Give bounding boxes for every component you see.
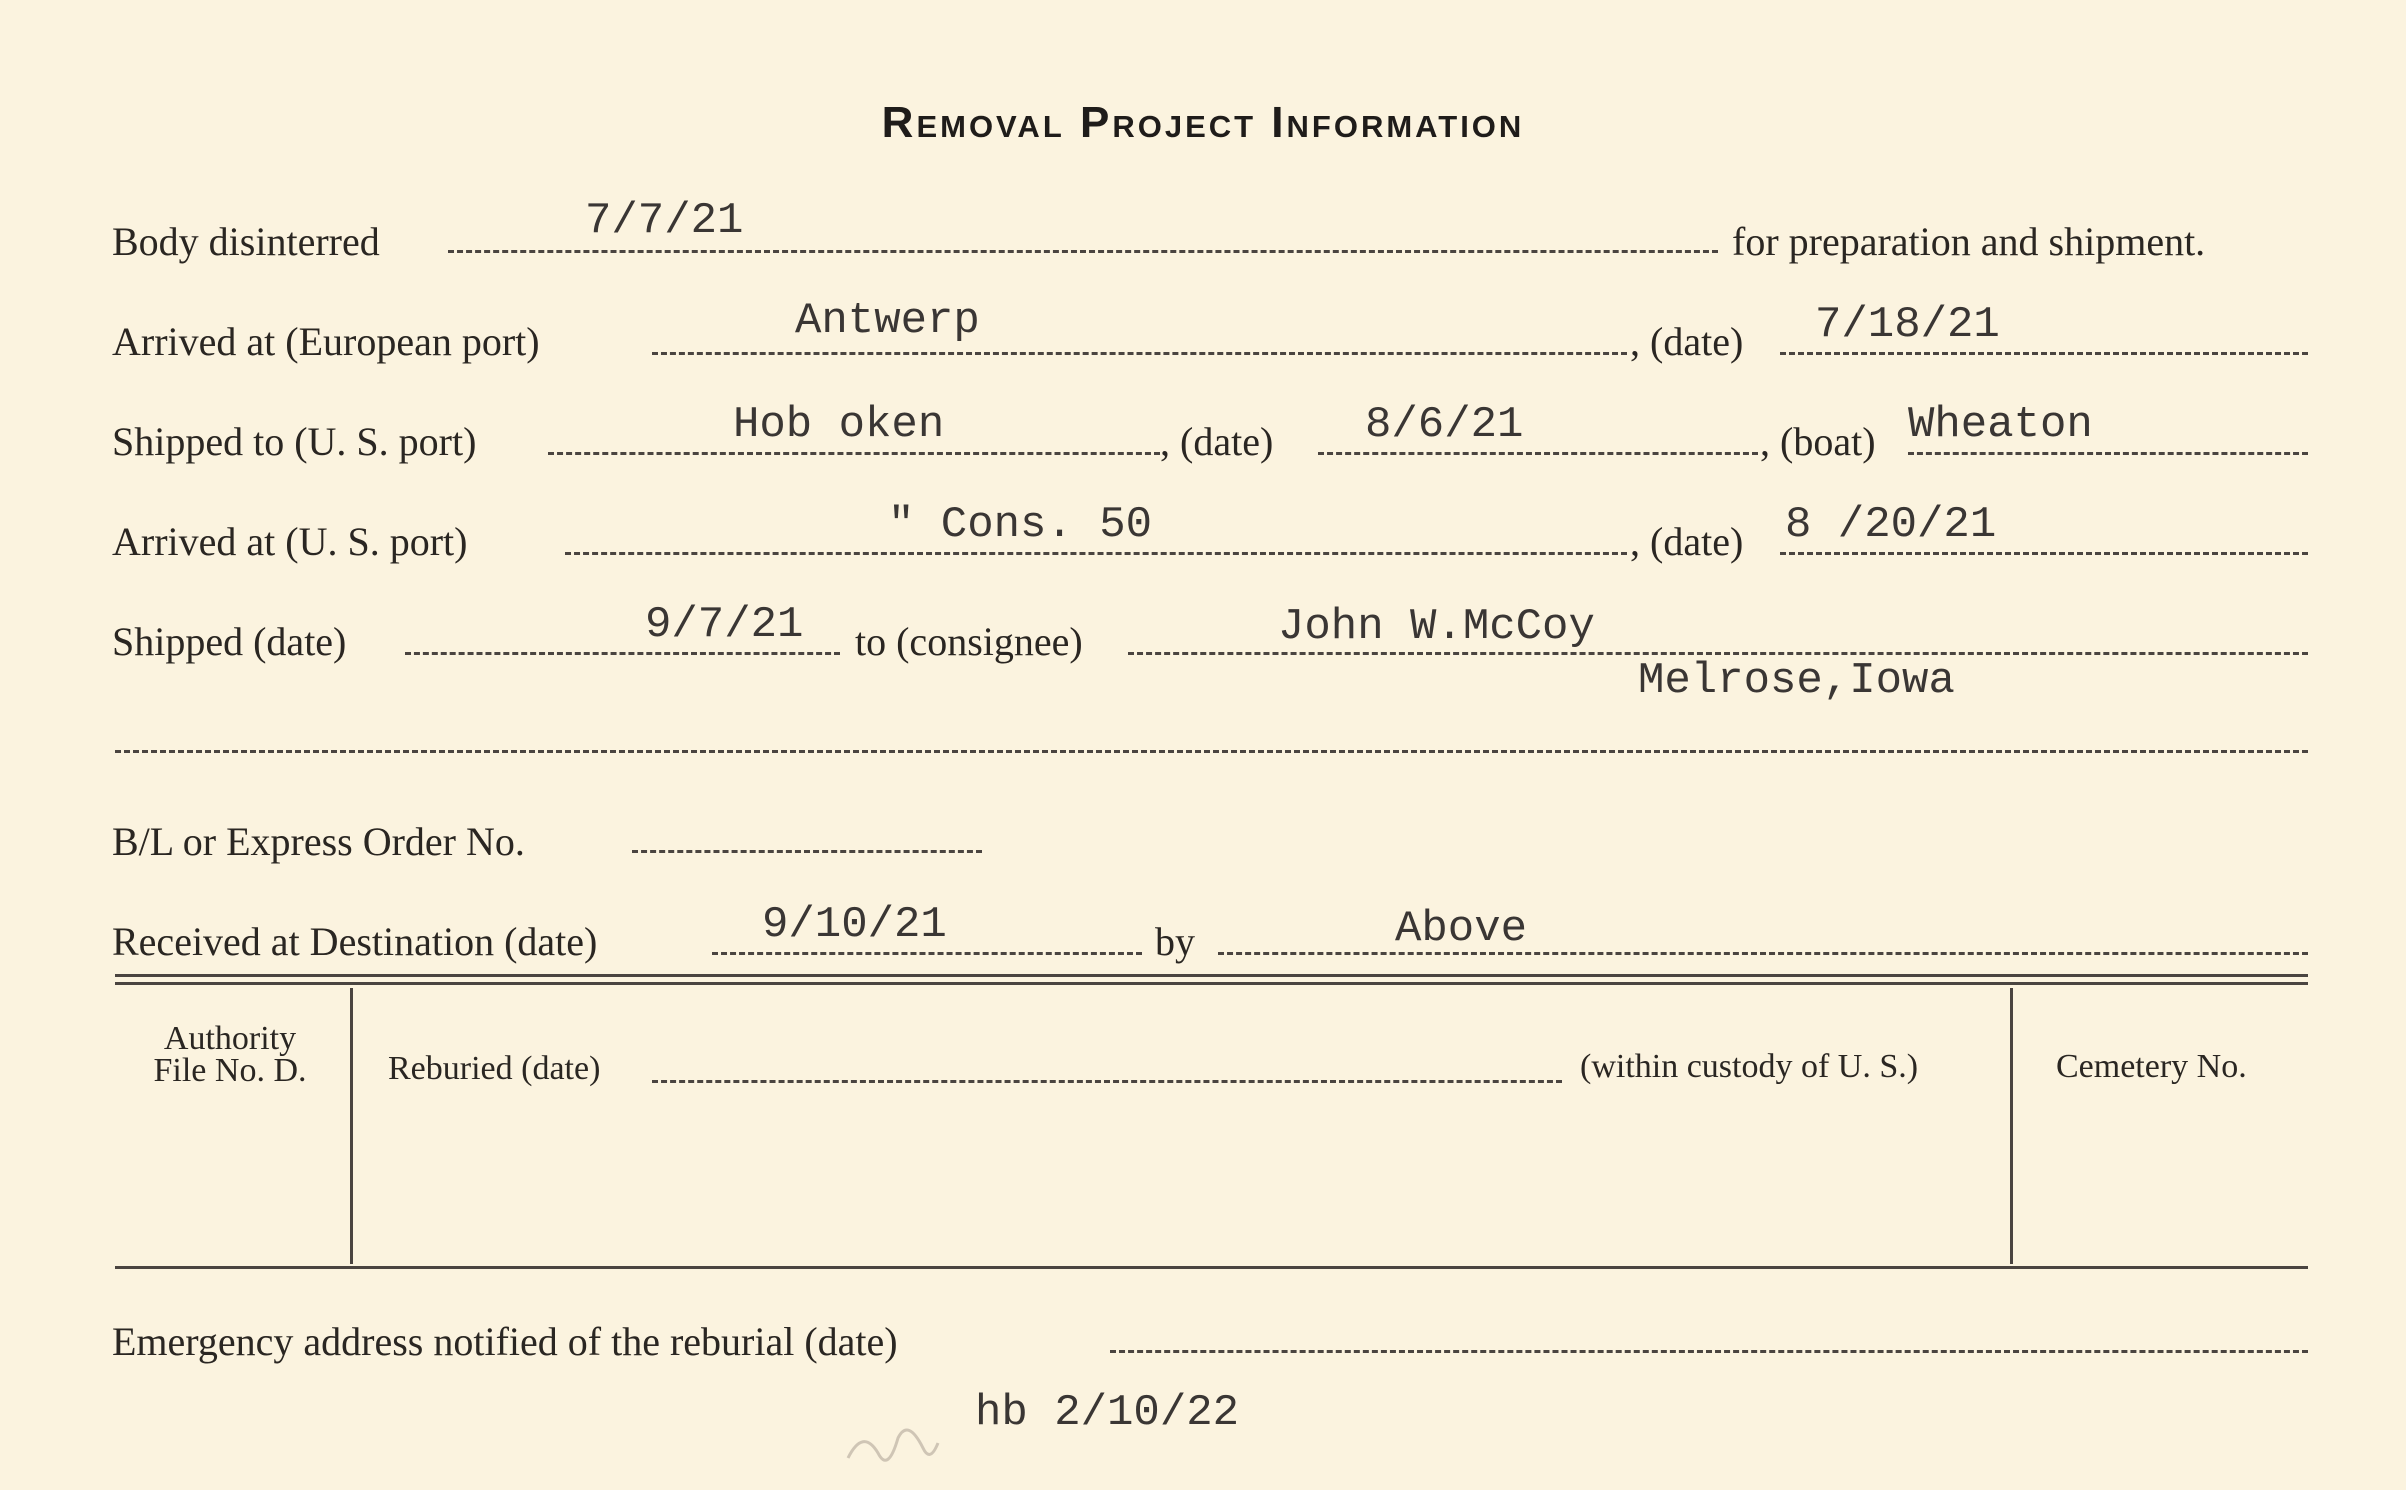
arrived-european-date: 7/18/21 — [1815, 300, 2000, 350]
footer-note: hb 2/10/22 — [975, 1388, 1240, 1438]
arrived-us-date-label: , (date) — [1630, 519, 1744, 564]
body-disinterred-line — [448, 250, 1718, 253]
arrived-us-date: 8 /20/21 — [1785, 500, 1997, 550]
shipped-us-date-line — [1318, 452, 1758, 455]
received-by-label: by — [1155, 919, 1195, 964]
shipped-label: Shipped (date) — [112, 619, 347, 664]
custody-label: (within custody of U. S.) — [1580, 1048, 1919, 1085]
received-date: 9/10/21 — [762, 900, 947, 950]
shipped-us-date: 8/6/21 — [1365, 400, 1524, 450]
arrived-us-port: " Cons. 50 — [888, 500, 1153, 550]
shipped-date-line — [405, 652, 840, 655]
bl-line — [632, 850, 982, 853]
consignee-line — [1128, 652, 2308, 655]
arrived-us-label: Arrived at (U. S. port) — [112, 519, 468, 564]
reburied-label: Reburied (date) — [388, 1050, 601, 1087]
table-top-rule-1 — [115, 974, 2308, 977]
table-divider-right — [2010, 988, 2013, 1264]
emergency-label: Emergency address notified of the reburial (date) — [112, 1319, 898, 1364]
shipped-us-boat-label: , (boat) — [1760, 419, 1876, 464]
arrived-european-line — [652, 352, 1627, 355]
blank-line — [115, 750, 2308, 753]
shipped-us-line — [548, 452, 1160, 455]
shipped-to-label: to (consignee) — [855, 619, 1083, 664]
consignee-address: Melrose,Iowa — [1638, 656, 1955, 706]
arrived-us-date-line — [1780, 552, 2308, 555]
received-label: Received at Destination (date) — [112, 919, 598, 964]
arrived-european-port: Antwerp — [795, 296, 980, 346]
shipped-us-date-label: , (date) — [1160, 419, 1274, 464]
cemetery-label: Cemetery No. — [2056, 1048, 2247, 1085]
table-top-rule-2 — [115, 982, 2308, 985]
arrived-european-label: Arrived at (European port) — [112, 319, 540, 364]
consignee-name: John W.McCoy — [1278, 602, 1595, 652]
received-by-line — [1218, 952, 2308, 955]
card-title: Removal Project Information — [881, 98, 1525, 147]
table-bottom-rule — [115, 1266, 2308, 1269]
shipped-date: 9/7/21 — [645, 600, 804, 650]
body-disinterred-label: Body disinterred — [112, 219, 380, 264]
shipped-us-label: Shipped to (U. S. port) — [112, 419, 477, 464]
shipped-us-port: Hob oken — [733, 400, 945, 450]
authority-label-2: File No. D. — [153, 1052, 307, 1089]
pencil-scribble-icon — [838, 1408, 948, 1488]
body-disinterred-suffix: for preparation and shipment. — [1732, 219, 2206, 264]
shipped-us-boat-line — [1908, 452, 2308, 455]
arrived-european-date-line — [1780, 352, 2308, 355]
emergency-line — [1110, 1350, 2308, 1353]
body-disinterred-value: 7/7/21 — [585, 196, 744, 246]
shipped-us-boat: Wheaton — [1908, 400, 2093, 450]
reburied-line — [652, 1080, 1562, 1083]
authority-label-1: Authority — [163, 1020, 297, 1057]
received-date-line — [712, 952, 1142, 955]
received-by: Above — [1395, 904, 1528, 954]
table-divider-left — [350, 988, 353, 1264]
arrived-us-line — [565, 552, 1627, 555]
arrived-european-date-label: , (date) — [1630, 319, 1744, 364]
bl-label: B/L or Express Order No. — [112, 819, 525, 864]
